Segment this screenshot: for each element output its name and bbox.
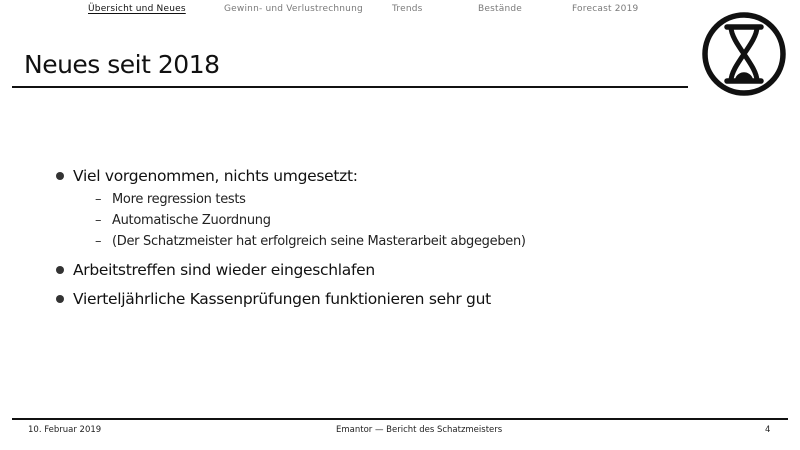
- slide-content: [56, 165, 756, 317]
- footer-date: 10. Februar 2019: [28, 425, 102, 435]
- bullet-dot-icon: [56, 295, 64, 303]
- sub-item-text: More regression tests: [112, 192, 246, 207]
- bullet-text: Arbeitstreffen sind wieder eingeschlafen: [73, 261, 375, 279]
- sub-item-text: Automatische Zuordnung: [112, 213, 271, 228]
- sub-item-text: (Der Schatzmeister hat erfolgreich seine Masterarbeit abgegeben): [112, 234, 526, 249]
- nav-item-forecast[interactable]: Forecast 2019: [572, 4, 639, 14]
- nav-item-bestaende[interactable]: Bestände: [478, 4, 522, 14]
- bullet-dot-icon: [56, 266, 64, 274]
- bullet-item: [56, 165, 756, 252]
- bullet-text: Vierteljährliche Kassenprüfungen funktionieren sehr gut: [73, 290, 491, 308]
- dash-icon: –: [95, 192, 102, 207]
- footer-title: Emantor — Bericht des Schatzmeisters: [336, 425, 503, 435]
- sub-list: [73, 189, 756, 252]
- sub-item: [95, 189, 756, 210]
- page-number: 4: [765, 425, 771, 435]
- title-divider: [12, 86, 688, 88]
- nav-item-trends[interactable]: Trends: [392, 4, 423, 14]
- nav-item-uebersicht[interactable]: Übersicht und Neues: [88, 4, 186, 14]
- sub-item: [95, 231, 756, 252]
- section-navigation: [0, 4, 680, 18]
- nav-item-gewinn-verlust[interactable]: Gewinn- und Verlustrechnung: [224, 4, 363, 14]
- dash-icon: –: [95, 213, 102, 228]
- bullet-list: [56, 165, 756, 310]
- slide-title: Neues seit 2018: [24, 50, 220, 79]
- bullet-item: [56, 259, 756, 281]
- footer-divider: [12, 418, 788, 420]
- bullet-text: Viel vorgenommen, nichts umgesetzt:: [73, 167, 358, 185]
- bullet-item: [56, 288, 756, 310]
- hourglass-logo-icon: [700, 10, 788, 98]
- sub-item: [95, 210, 756, 231]
- bullet-dot-icon: [56, 172, 64, 180]
- dash-icon: –: [95, 234, 102, 249]
